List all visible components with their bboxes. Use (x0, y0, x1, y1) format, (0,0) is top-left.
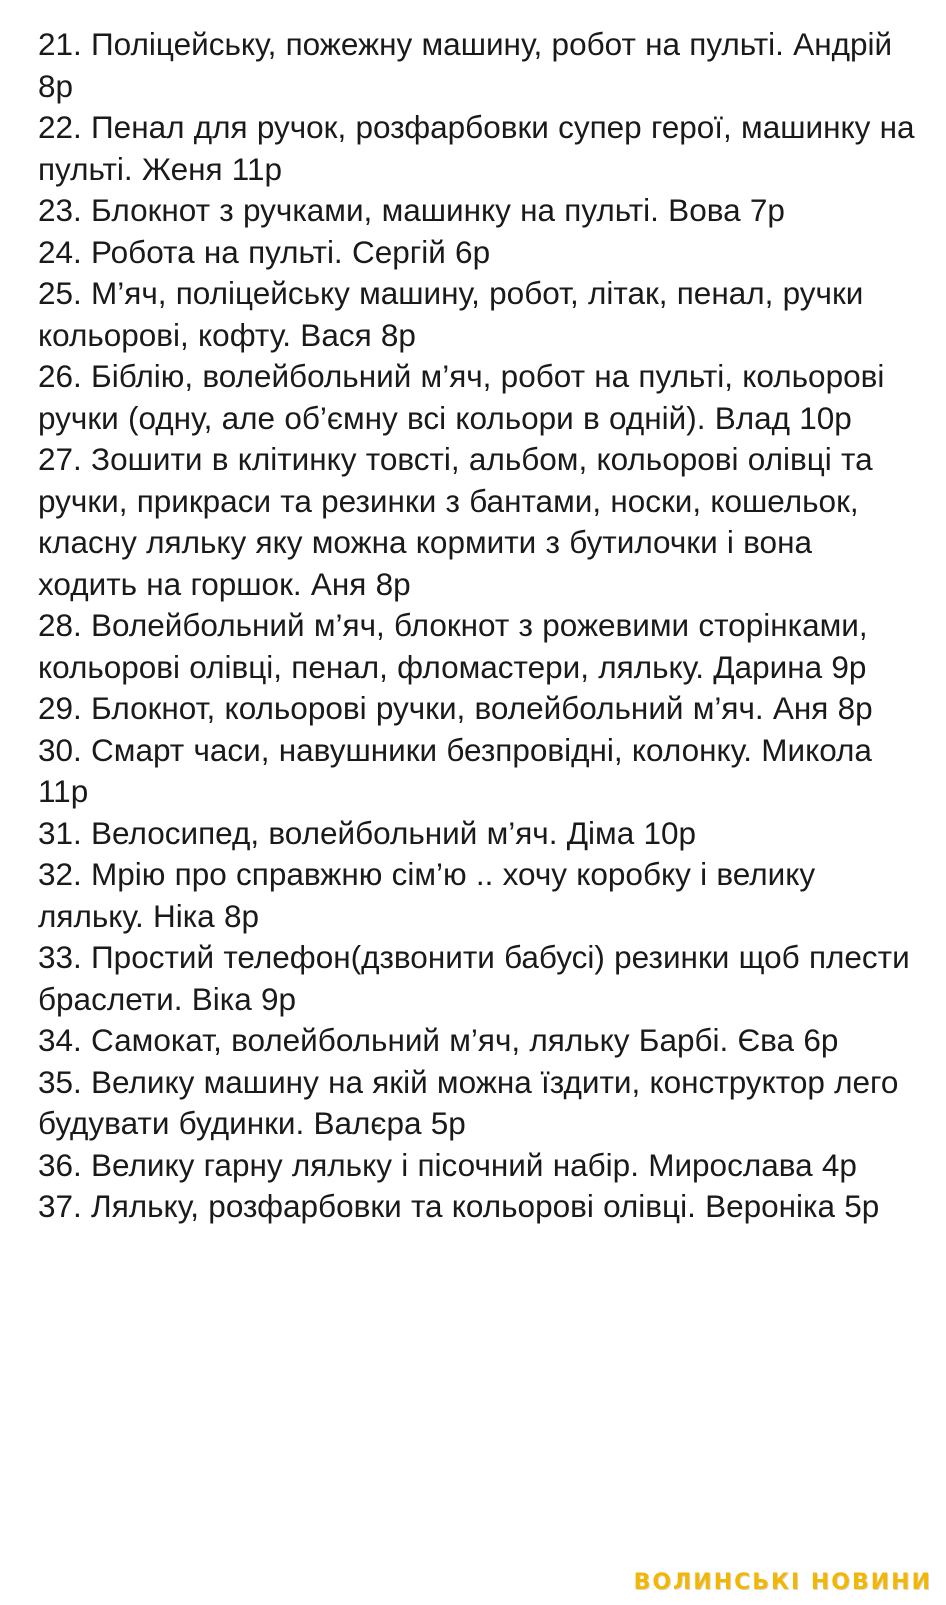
list-item: 22. Пенал для ручок, розфарбовки супер герої, машинку на пульті. Женя 11р (38, 109, 915, 187)
list-item: 29. Блокнот, кольорові ручки, волейбольний м’яч. Аня 8р (38, 690, 873, 726)
list-item: 33. Простий телефон(дзвонити бабусі) резинки щоб плести браслети. Віка 9р (38, 939, 910, 1017)
wish-list (38, 24, 918, 1228)
list-item: 21. Поліцейську, пожежну машину, робот на пульті. Андрій 8р (38, 26, 893, 104)
list-item: 34. Самокат, волейбольний м’яч, ляльку Барбі. Єва 6р (38, 1022, 839, 1058)
list-item: 24. Робота на пульті. Сергій 6р (38, 233, 491, 270)
list-item: 31. Велосипед, волейбольний м’яч. Діма 10р (38, 814, 697, 851)
list-item: 36. Велику гарну ляльку і пісочний набір. Мирослава 4р (38, 1146, 857, 1183)
list-item: 27. Зошити в клітинку товсті, альбом, кольорові олівці та ручки, прикраси та резинки з бантами, носки, кошельок, класну ляльку яку можна кормити з бутилочки і вона ходить на горшок. Аня 8р (38, 441, 873, 602)
list-item: 28. Волейбольний м’яч, блокнот з рожевими сторінками, кольорові олівці, пенал, фломастери, ляльку. Дарина 9р (38, 607, 868, 685)
list-item: 37. Ляльку, розфарбовки та кольорові олівці. Вероніка 5р (38, 1188, 880, 1224)
list-item: 32. Мрію про справжню сім’ю .. хочу коробку і велику ляльку. Ніка 8р (38, 856, 816, 934)
list-item: 35. Велику машину на якій можна їздити, конструктор лего будувати будинки. Валєра 5р (38, 1063, 899, 1141)
watermark-logo: ВОЛИНСЬКІ НОВИНИ (633, 1570, 932, 1595)
list-item: 25. М’яч, поліцейську машину, робот, літак, пенал, ручки кольорові, кофту. Вася 8р (38, 275, 864, 353)
list-item: 30. Смарт часи, навушники безпровідні, колонку. Микола 11р (38, 731, 872, 809)
list-item: 23. Блокнот з ручками, машинку на пульті. Вова 7р (38, 192, 785, 228)
list-item: 26. Біблію, волейбольний м’яч, робот на пульті, кольорові ручки (одну, але об’ємну всі кольори в одній). Влад 10р (38, 358, 885, 436)
